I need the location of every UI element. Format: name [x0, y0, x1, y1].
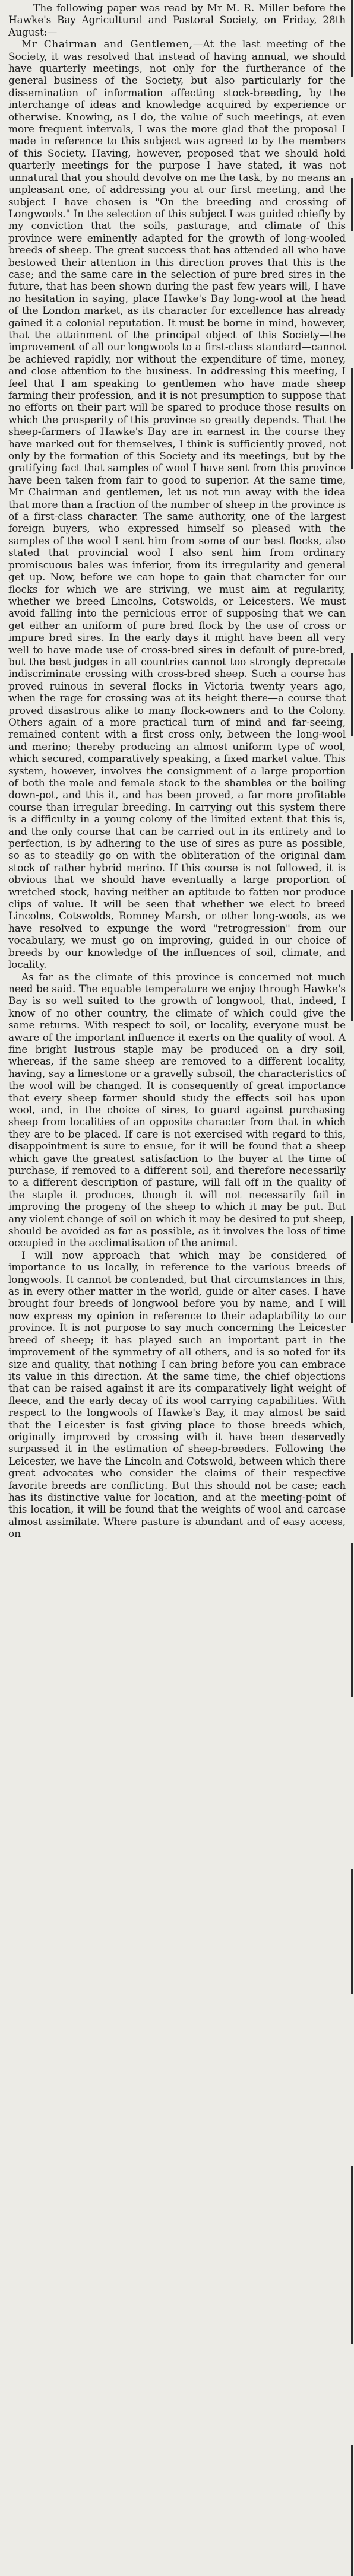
paragraph-2: As far as the climate of this province is concerned not much need be said. The equable temperature we enjoy through Hawke's Bay is so well suited to the growth of longwool, that, indeed, I know of no other country, the climate of which could give the same returns. With respect to soil, or locality, everyone must be aware of the important influence it exerts on the quality of wool. A fine bright lustrous staple may be produced on a dry soil, whereas, if the same sheep are removed to a different locality, having, say a limestone or a gravelly subsoil, the characteristics of the wool will be changed. It is consequently of great importance that every sheep farmer should study the effects soil has upon wool, and, in the choice of sires, to guard against purchasing sheep from localities of an opposite character from that in which they are to be placed. If care is not exercised with regard to this, disappointment is sure to ensue, for it will be found that a sheep which gave the greatest satisfaction to the buyer at the time of purchase, if removed to a different soil, and therefore necessarily to a different description of pasture, will fall off in the quality of the staple it produces, though it will not necessarily fail in improving the progeny of the sheep to which it may be put. But any violent change of soil on which it may be desired to put sheep, should be avoided as far as possible, as it involves the loss of time occupied in the acclimatisation of the animal.: [8, 971, 346, 1250]
article-intro: The following paper was read by Mr M. R. Miller before the Hawke's Bay Agricultural and Pastoral Society, on Friday, 28th August:—: [8, 2, 346, 39]
paragraph-1: [8, 39, 346, 971]
paragraph-1-text: —At the last meeting of the Society, it was resolved that instead of having annual, we should have quarterly meetings, not only for the furtherance of the general business of the Society, but also particularly for the dissemination of information affecting stock-breeding, by the interchange of ideas and knowledge acquired by experience or otherwise. Knowing, as I do, the value of such meetings, at even more frequent intervals, I was the more glad that the proposal I made in reference to this subject was agreed to by the members of this Society. Having, however, proposed that we should hold quarterly meetings for the purpose I have stated, it was not unnatural that you should devolve on me the task, by no means an unpleasant one, of addressing you at our first meeting, and the subject I have chosen is "On the breeding and crossing of Longwools." In the selection of this subject I was guided chiefly by my conviction that the soils, pasturage, and climate of this province were eminently adapted for the growth of long-wooled breeds of sheep. The great success that has attended all who have bestowed their attention in this direction proves that this is the case; and the same care in the selection of pure bred sires in the future, that has been shown during the past few years will, I have no hesitation in saying, place Hawke's Bay long-wool at the head of the London market, as its character for excellence has already gained it a colonial reputation. It must be borne in mind, however, that the attainment of the principal object of this Society—the improvement of all our longwools to a first-class standard—cannot be achieved rapidly, nor without the expenditure of time, money, and close attention to the business. In addressing this meeting, I feel that I am speaking to gentlemen who have made sheep farming their profession, and it is not presumption to suppose that no efforts on their part will be spared to produce those results on which the prosperity of this province so greatly depends. That the sheep-farmers of Hawke's Bay are in earnest in the course they have marked out for themselves, I think is sufficiently proved, not only by the formation of this Society and its meetings, but by the gratifying fact that samples of wool I have sent from this province have been taken from fair to good to superior. At the same time, Mr Chairman and gentlemen, let us not run away with the idea that more than a fraction of the number of sheep in the province is of a first-class character. The same authority, one of the largest foreign buyers, who expressed himself so pleased with the samples of the wool I sent him from some of our best flocks, also stated that provincial wool I also sent him from ordinary promiscuous bales was inferior, from its irregularity and general get up. Now, before we can hope to gain that character for our flocks for which we are striving, we must aim at regularity, whether we breed Lincolns, Cotswolds, or Leicesters. We must avoid falling into the pernicious error of supposing that we can get either an uniform of pure bred flock by the use of cross or impure bred sires. In the early days it might have been all very well to have made use of cross-bred sires in default of pure-bred, but the best judges in all countries cannot too strongly deprecate indiscriminate crossing with cross-bred sheep. Such a course has proved ruinous in several flocks in Victoria twenty years ago, when the rage for crossing was at its height there—a course that proved disastrous alike to many flock-owners and to the Colony. Others again of a more practical turn of mind and far-seeing, remained content with a first cross only, between the long-wool and merino; thereby producing an almost uniform type of wool, which secured, comparatively speaking, a fixed market value. This system, however, involves the consignment of a large proportion of both the male and female stock to the shambles or the boiling down-pot, and this it, and has been proved, a far more profitable course than irregular breeding. In carrying out this system there is a difficulty in a young colony of the limited extent that this is, and the only course that can be carried out in its entirety and to perfection, is by adhering to the use of sires as pure as possible, so as to steadily go on with the obliteration of the original dam stock of rather hybrid merino. If this course is not followed, it is obvious that we should have eventually a large proportion of wretched stock, having neither an aptitude to fatten nor produce clips of value. It will be seen that whether we elect to breed Lincolns, Cotswolds, Romney Marsh, or other long-wools, as we have resolved to expunge the word "retrogression" from our vocabulary, we must go on improving, guided in our choice of breeds by our knowledge of the influences of soil, climate, and locality.: [8, 39, 346, 971]
column-rule: [350, 0, 353, 2576]
article-body: [8, 2, 346, 1540]
paragraph-3: I will now approach that which may be considered of importance to us locally, in reference to the various breeds of longwools. It cannot be contended, but that circumstances in this, as in every other matter in the world, guide or alter cases. I have brought four breeds of longwool before you by name, and I will now express my opinion in reference to their adaptability to our province. It is not purpose to say much concerning the Leicester breed of sheep; it has played such an important part in the improvement of the symmetry of all others, and is so noted for its size and quality, that nothing I can bring before you can embrace its value in this direction. At the same time, the chief objections that can be raised against it are its comparatively light weight of fleece, and the early decay of its wool carrying capabilities. With respect to the longwools of Hawke's Bay, it may almost be said that the Leicester is fast giving place to those breeds which, originally improved by crossing with it have been deservedly surpassed it in the estimation of sheep-breeders. Following the Leicester, we have the Lincoln and Cotswold, between which there great advocates who consider the claims of their respective favorite breeds are conflicting. But this should not be case; each has its distinctive value for location, and at the meeting-point of this location, it will be found that the weights of wool and carcase almost assimilate. Where pasture is abundant and of easy access, on: [8, 1249, 346, 1540]
salutation: Mr Chairman and Gentlemen,: [21, 39, 193, 51]
